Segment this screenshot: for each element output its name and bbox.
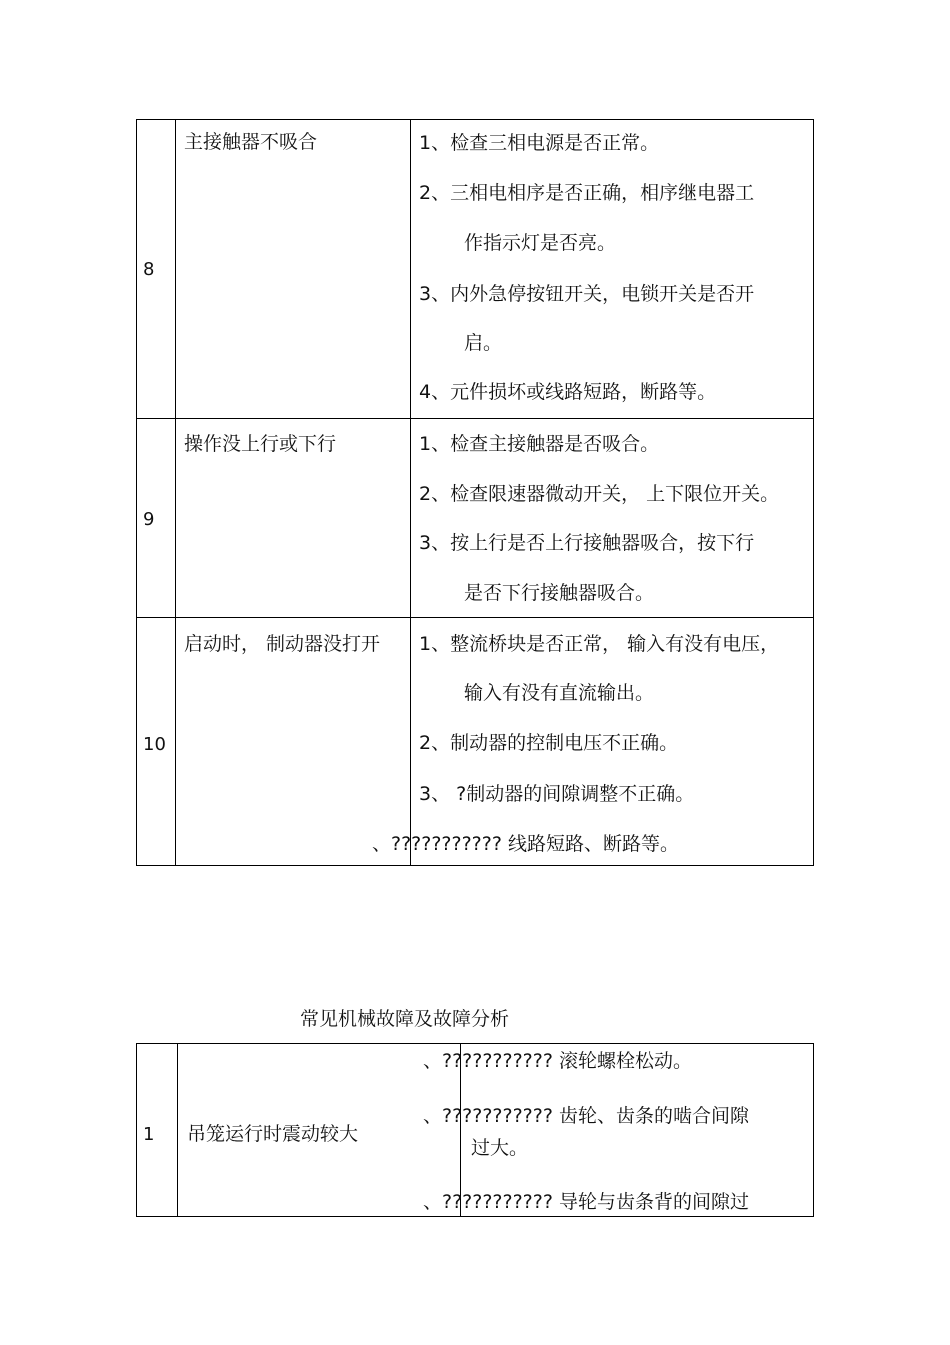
check-item-continued: 启。 — [464, 332, 503, 354]
table-border-bottom — [136, 865, 814, 866]
check-item: 1、检查三相电源是否正常。 — [419, 132, 660, 154]
check-item-continued: 作指示灯是否亮。 — [464, 232, 617, 254]
row-divider — [136, 418, 814, 419]
table-border-right — [813, 119, 814, 866]
check-item: 1、检查主接触器是否吸合。 — [419, 433, 660, 455]
check-item: 、??????????? 齿轮、齿条的啮合间隙 — [423, 1105, 749, 1127]
row-number: 8 — [143, 259, 155, 280]
check-item-continued: 是否下行接触器吸合。 — [464, 582, 655, 604]
table-border-top — [136, 1043, 814, 1044]
column-divider — [410, 119, 411, 866]
row-number: 1 — [143, 1124, 155, 1145]
fault-description: 启动时， 制动器没打开 — [184, 633, 381, 655]
column-divider — [175, 119, 176, 866]
check-item: 、??????????? 线路短路、断路等。 — [372, 833, 679, 855]
table-border-right — [813, 1043, 814, 1217]
check-item: 3、内外急停按钮开关，电锁开关是否开 — [419, 283, 755, 305]
row-number: 9 — [143, 509, 155, 530]
row-number: 10 — [143, 734, 166, 755]
fault-description: 吊笼运行时震动较大 — [187, 1123, 359, 1145]
check-item: 、??????????? 导轮与齿条背的间隙过 — [423, 1191, 749, 1213]
check-item: 3、按上行是否上行接触器吸合，按下行 — [419, 532, 755, 554]
table-border-left — [136, 1043, 137, 1217]
check-item: 1、整流桥块是否正常， 输入有没有电压， — [419, 633, 780, 655]
check-item: 3、 ?制动器的间隙调整不正确。 — [419, 783, 695, 805]
column-divider — [177, 1043, 178, 1217]
table-border-left — [136, 119, 137, 866]
fault-description: 操作没上行或下行 — [184, 433, 337, 455]
check-item: 、??????????? 滚轮螺栓松动。 — [423, 1050, 692, 1072]
check-item: 4、元件损坏或线路短路，断路等。 — [419, 381, 717, 403]
table-border-top — [136, 119, 814, 120]
check-item-continued: 过大。 — [471, 1137, 529, 1159]
section-title: 常见机械故障及故障分析 — [300, 1008, 510, 1030]
fault-description: 主接触器不吸合 — [184, 131, 318, 153]
check-item-continued: 输入有没有直流输出。 — [464, 682, 655, 704]
check-item: 2、检查限速器微动开关， 上下限位开关。 — [419, 483, 780, 505]
table-border-bottom — [136, 1216, 814, 1217]
check-item: 2、制动器的控制电压不正确。 — [419, 732, 679, 754]
row-divider — [136, 617, 814, 618]
check-item: 2、三相电相序是否正确，相序继电器工 — [419, 182, 755, 204]
